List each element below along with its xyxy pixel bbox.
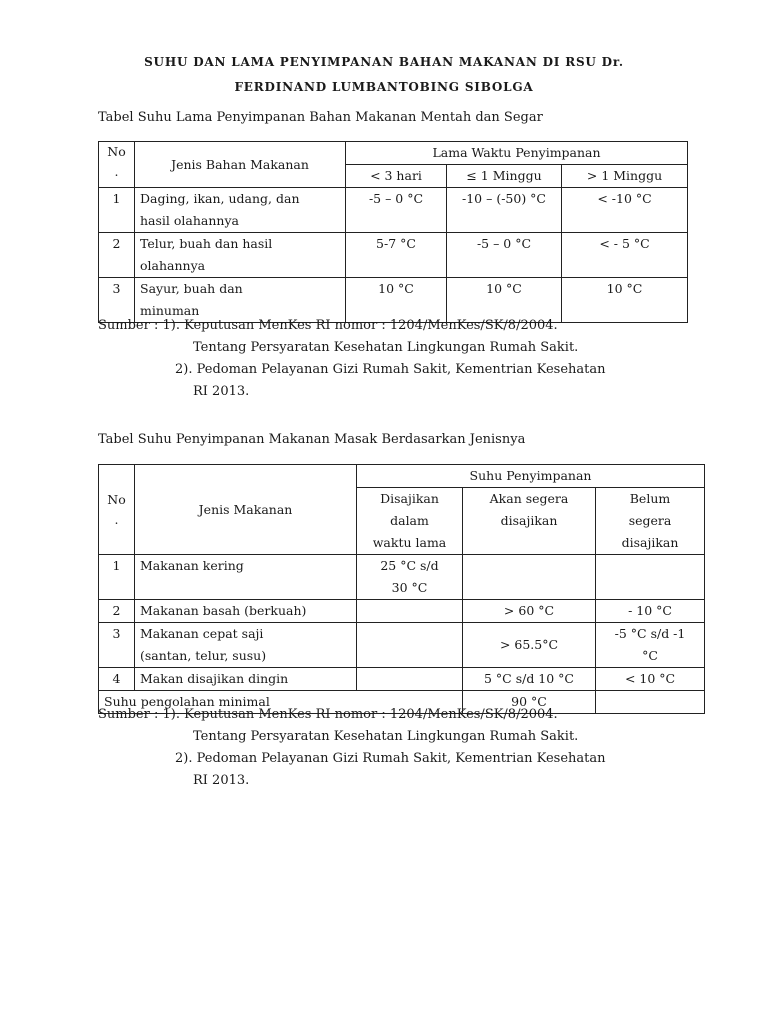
document-title-line1: SUHU DAN LAMA PENYIMPANAN BAHAN MAKANAN DI RSU Dr.: [144, 55, 624, 69]
source2-line1: Sumber : 1). Keputusan MenKes RI nomor : 1204/MenKes/SK/8/2004.: [98, 707, 558, 722]
table-row: 1 Makanan kering 25 °C s/d 30 °C: [99, 555, 705, 600]
source1-line3: 2). Pedoman Pelayanan Gizi Rumah Sakit, Kementrian Kesehatan: [175, 362, 606, 377]
source1-line2: Tentang Persyaratan Kesehatan Lingkungan Rumah Sakit.: [193, 340, 579, 355]
table2-footer-label: Suhu pengolahan minimal: [99, 691, 463, 714]
table2-col2-header: Akan segera disajikan: [463, 488, 596, 555]
table-row: 4 Makan disajikan dingin 5 °C s/d 10 °C < 10 °C: [99, 668, 705, 691]
table1-col3-header: > 1 Minggu: [562, 165, 688, 188]
source2-line4: RI 2013.: [193, 773, 250, 788]
table2: [98, 464, 705, 714]
table2-item-cell: Makanan kering: [135, 555, 357, 600]
table1-item-header: Jenis Bahan Makanan: [135, 142, 346, 188]
table2-col3-header: Belum segera disajikan: [596, 488, 705, 555]
table-row: 2 Makanan basah (berkuah) > 60 °C - 10 °C: [99, 600, 705, 623]
source1-line1: Sumber : 1). Keputusan MenKes RI nomor : 1204/MenKes/SK/8/2004.: [98, 318, 558, 333]
table2-group-header: Suhu Penyimpanan: [357, 465, 705, 488]
table2-item-cell: Makanan cepat saji (santan, telur, susu): [135, 623, 357, 668]
source2-line2: Tentang Persyaratan Kesehatan Lingkungan Rumah Sakit.: [193, 729, 579, 744]
table1-col2-header: ≤ 1 Minggu: [447, 165, 562, 188]
table2-footer-value: 90 °C: [463, 691, 596, 714]
table1-group-header: Lama Waktu Penyimpanan: [346, 142, 688, 165]
table1-item-cell: Sayur, buah dan minuman: [135, 278, 346, 323]
table2-header-row: [99, 465, 705, 488]
table1-item-cell: Telur, buah dan hasil olahannya: [135, 233, 346, 278]
table2-item-header: Jenis Makanan: [135, 465, 357, 555]
table-row: 3 Makanan cepat saji (santan, telur, susu) > 65.5°C -5 °C s/d -1 °C: [99, 623, 705, 668]
table1: [98, 141, 688, 323]
table2-col1-header: Disajikan dalam waktu lama: [357, 488, 463, 555]
table-row: 2 Telur, buah dan hasil olahannya 5-7 °C -5 – 0 °C < - 5 °C: [99, 233, 688, 278]
document-title-line2: FERDINAND LUMBANTOBING SIBOLGA: [234, 80, 534, 94]
table1-col1-header: < 3 hari: [346, 165, 447, 188]
table-row: 3 Sayur, buah dan minuman 10 °C 10 °C 10 °C: [99, 278, 688, 323]
table1-no-header: No .: [99, 142, 135, 188]
table1-item-cell: Daging, ikan, udang, dan hasil olahannya: [135, 188, 346, 233]
table1-caption: Tabel Suhu Lama Penyimpanan Bahan Makanan Mentah dan Segar: [98, 110, 543, 125]
table1-header-row: [99, 142, 688, 165]
table2-item-cell: Makan disajikan dingin: [135, 668, 357, 691]
source2-line3: 2). Pedoman Pelayanan Gizi Rumah Sakit, Kementrian Kesehatan: [175, 751, 606, 766]
table2-item-cell: Makanan basah (berkuah): [135, 600, 357, 623]
table-row: 1 Daging, ikan, udang, dan hasil olahannya -5 – 0 °C -10 – (-50) °C < -10 °C: [99, 188, 688, 233]
table2-no-header: No .: [99, 465, 135, 555]
source1-line4: RI 2013.: [193, 384, 250, 399]
table2-caption: Tabel Suhu Penyimpanan Makanan Masak Berdasarkan Jenisnya: [98, 432, 526, 447]
